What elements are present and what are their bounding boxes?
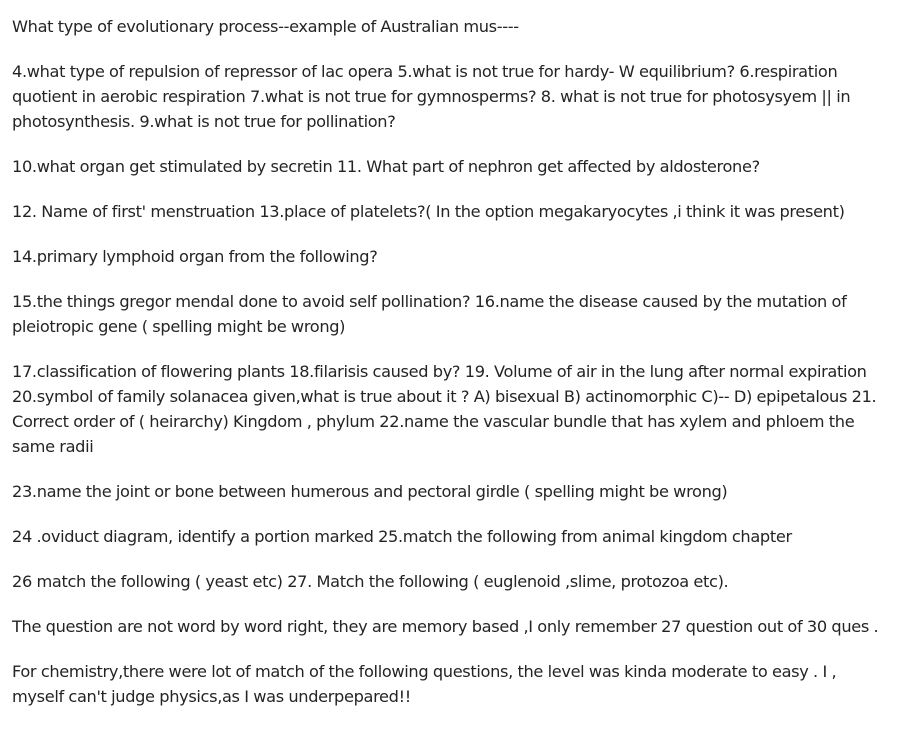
post-body bbox=[12, 14, 890, 729]
paragraph-question-23: 23.name the joint or bone between humerous and pectoral girdle ( spelling might be wrong) bbox=[12, 482, 728, 501]
paragraph-question-14: 14.primary lymphoid organ from the following? bbox=[12, 247, 378, 266]
paragraph-chemistry-physics-note: For chemistry,there were lot of match of the following questions, the level was kinda moderate to easy . I , myself can't judge physics,as I was underpepared!! bbox=[12, 662, 837, 706]
paragraph-questions-4-9: 4.what type of repulsion of repressor of lac opera 5.what is not true for hardy- W equilibrium? 6.respiration quotient in aerobic respiration 7.what is not true for gymnosperms? 8. what is not true for photosysyem || in photosynthesis. 9.what is not true for pollination? bbox=[12, 62, 851, 131]
paragraph-questions-15-16: 15.the things gregor mendal done to avoid self pollination? 16.name the disease caused by the mutation of pleiotropic gene ( spelling might be wrong) bbox=[12, 292, 847, 336]
paragraph-questions-17-22: 17.classification of flowering plants 18.filarisis caused by? 19. Volume of air in the lung after normal expiration 20.symbol of family solanacea given,what is true about it ? A) bisexual B) actinomorphic C)-- D) epipetalous 21. Correct order of ( heirarchy) Kingdom , phylum 22.name the vascular bundle that has xylem and phloem the same radii bbox=[12, 362, 877, 456]
paragraph-questions-12-13: 12. Name of first' menstruation 13.place of platelets?( In the option megakaryocytes ,i think it was present) bbox=[12, 202, 845, 221]
paragraph-questions-24-25: 24 .oviduct diagram, identify a portion marked 25.match the following from animal kingdom chapter bbox=[12, 527, 792, 546]
paragraph-questions-26-27: 26 match the following ( yeast etc) 27. Match the following ( euglenoid ,slime, protozoa etc). bbox=[12, 572, 729, 591]
paragraph-intro-question: What type of evolutionary process--example of Australian mus---- bbox=[12, 17, 519, 36]
paragraph-memory-note: The question are not word by word right, they are memory based ,I only remember 27 question out of 30 ques . bbox=[12, 617, 879, 636]
paragraph-questions-10-11: 10.what organ get stimulated by secretin 11. What part of nephron get affected by aldosterone? bbox=[12, 157, 760, 176]
